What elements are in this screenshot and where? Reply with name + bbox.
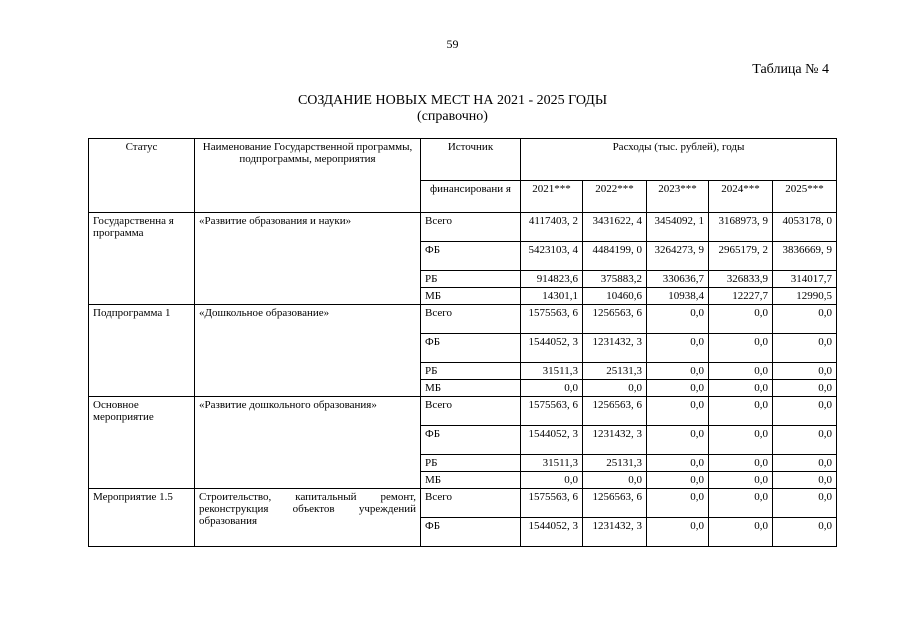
source-cell: МБ	[421, 288, 521, 305]
value-cell: 0,0	[709, 455, 773, 472]
status-cell: Мероприятие 1.5	[89, 489, 195, 547]
value-cell: 1256563, 6	[583, 397, 647, 426]
value-cell: 3264273, 9	[647, 242, 709, 271]
title-line-1: СОЗДАНИЕ НОВЫХ МЕСТ НА 2021 - 2025 ГОДЫ	[297, 93, 608, 108]
value-cell: 0,0	[521, 472, 583, 489]
value-cell: 2965179, 2	[709, 242, 773, 271]
value-cell: 3836669, 9	[773, 242, 837, 271]
value-cell: 0,0	[709, 305, 773, 334]
value-cell: 0,0	[773, 305, 837, 334]
value-cell: 4484199, 0	[583, 242, 647, 271]
status-cell: Государственна я программа	[89, 213, 195, 305]
value-cell: 375883,2	[583, 271, 647, 288]
value-cell: 25131,3	[583, 363, 647, 380]
value-cell: 12227,7	[709, 288, 773, 305]
header-year: 2025***	[773, 181, 837, 213]
value-cell: 0,0	[709, 380, 773, 397]
value-cell: 314017,7	[773, 271, 837, 288]
value-cell: 0,0	[647, 489, 709, 518]
header-year: 2022***	[583, 181, 647, 213]
value-cell: 3454092, 1	[647, 213, 709, 242]
value-cell: 0,0	[647, 363, 709, 380]
value-cell: 0,0	[647, 305, 709, 334]
value-cell: 1544052, 3	[521, 518, 583, 547]
header-program-name: Наименование Государственной программы, подпрограммы, мероприятия	[195, 139, 421, 213]
value-cell: 12990,5	[773, 288, 837, 305]
value-cell: 3431622, 4	[583, 213, 647, 242]
value-cell: 0,0	[647, 518, 709, 547]
document-title	[0, 93, 905, 125]
header-source-top: Источник	[421, 139, 521, 181]
page-number: 59	[446, 37, 459, 51]
header-year: 2024***	[709, 181, 773, 213]
value-cell: 0,0	[773, 426, 837, 455]
value-cell: 25131,3	[583, 455, 647, 472]
value-cell: 5423103, 4	[521, 242, 583, 271]
value-cell: 0,0	[647, 397, 709, 426]
value-cell: 1231432, 3	[583, 334, 647, 363]
value-cell: 10460,6	[583, 288, 647, 305]
value-cell: 1575563, 6	[521, 489, 583, 518]
value-cell: 0,0	[773, 489, 837, 518]
value-cell: 0,0	[647, 472, 709, 489]
value-cell: 1575563, 6	[521, 397, 583, 426]
value-cell: 326833,9	[709, 271, 773, 288]
value-cell: 0,0	[773, 397, 837, 426]
value-cell: 0,0	[583, 380, 647, 397]
table-label: Таблица № 4	[752, 62, 829, 77]
value-cell: 0,0	[773, 380, 837, 397]
value-cell: 0,0	[773, 472, 837, 489]
value-cell: 1256563, 6	[583, 305, 647, 334]
source-cell: Всего	[421, 213, 521, 242]
value-cell: 330636,7	[647, 271, 709, 288]
value-cell: 0,0	[647, 426, 709, 455]
source-cell: ФБ	[421, 242, 521, 271]
source-cell: ФБ	[421, 426, 521, 455]
source-cell: РБ	[421, 455, 521, 472]
expenses-table	[88, 138, 837, 547]
program-name-cell: Строительство, капитальный ремонт, реконструкция объектов учреждений образования	[195, 489, 421, 547]
source-cell: РБ	[421, 271, 521, 288]
value-cell: 31511,3	[521, 363, 583, 380]
value-cell: 0,0	[709, 518, 773, 547]
table-body	[89, 213, 837, 547]
value-cell: 0,0	[709, 363, 773, 380]
value-cell: 0,0	[773, 363, 837, 380]
value-cell: 1231432, 3	[583, 426, 647, 455]
value-cell: 1231432, 3	[583, 518, 647, 547]
header-source-bottom: финансировани я	[421, 181, 521, 213]
value-cell: 3168973, 9	[709, 213, 773, 242]
table-row	[89, 397, 837, 426]
table-row	[89, 213, 837, 242]
value-cell: 10938,4	[647, 288, 709, 305]
program-name-cell: «Развитие образования и науки»	[195, 213, 421, 305]
value-cell: 0,0	[709, 426, 773, 455]
status-cell: Подпрограмма 1	[89, 305, 195, 397]
value-cell: 914823,6	[521, 271, 583, 288]
title-line-2: (справочно)	[417, 109, 488, 124]
value-cell: 0,0	[647, 334, 709, 363]
value-cell: 31511,3	[521, 455, 583, 472]
value-cell: 0,0	[647, 455, 709, 472]
source-cell: МБ	[421, 380, 521, 397]
status-cell: Основное мероприятие	[89, 397, 195, 489]
value-cell: 4117403, 2	[521, 213, 583, 242]
source-cell: МБ	[421, 472, 521, 489]
value-cell: 1544052, 3	[521, 426, 583, 455]
table-row	[89, 305, 837, 334]
value-cell: 0,0	[709, 472, 773, 489]
program-name-cell: «Развитие дошкольного образования»	[195, 397, 421, 489]
value-cell: 0,0	[773, 518, 837, 547]
value-cell: 0,0	[709, 397, 773, 426]
value-cell: 1575563, 6	[521, 305, 583, 334]
source-cell: Всего	[421, 489, 521, 518]
header-year: 2023***	[647, 181, 709, 213]
value-cell: 0,0	[709, 334, 773, 363]
value-cell: 0,0	[773, 455, 837, 472]
header-year: 2021***	[521, 181, 583, 213]
value-cell: 14301,1	[521, 288, 583, 305]
value-cell: 1256563, 6	[583, 489, 647, 518]
source-cell: Всего	[421, 397, 521, 426]
value-cell: 0,0	[583, 472, 647, 489]
value-cell: 4053178, 0	[773, 213, 837, 242]
value-cell: 0,0	[647, 380, 709, 397]
value-cell: 0,0	[521, 380, 583, 397]
value-cell: 0,0	[773, 334, 837, 363]
source-cell: ФБ	[421, 334, 521, 363]
source-cell: Всего	[421, 305, 521, 334]
source-cell: РБ	[421, 363, 521, 380]
header-expenses: Расходы (тыс. рублей), годы	[521, 139, 837, 181]
value-cell: 0,0	[709, 489, 773, 518]
table-row	[89, 489, 837, 518]
source-cell: ФБ	[421, 518, 521, 547]
value-cell: 1544052, 3	[521, 334, 583, 363]
program-name-cell: «Дошкольное образование»	[195, 305, 421, 397]
header-status: Статус	[89, 139, 195, 213]
